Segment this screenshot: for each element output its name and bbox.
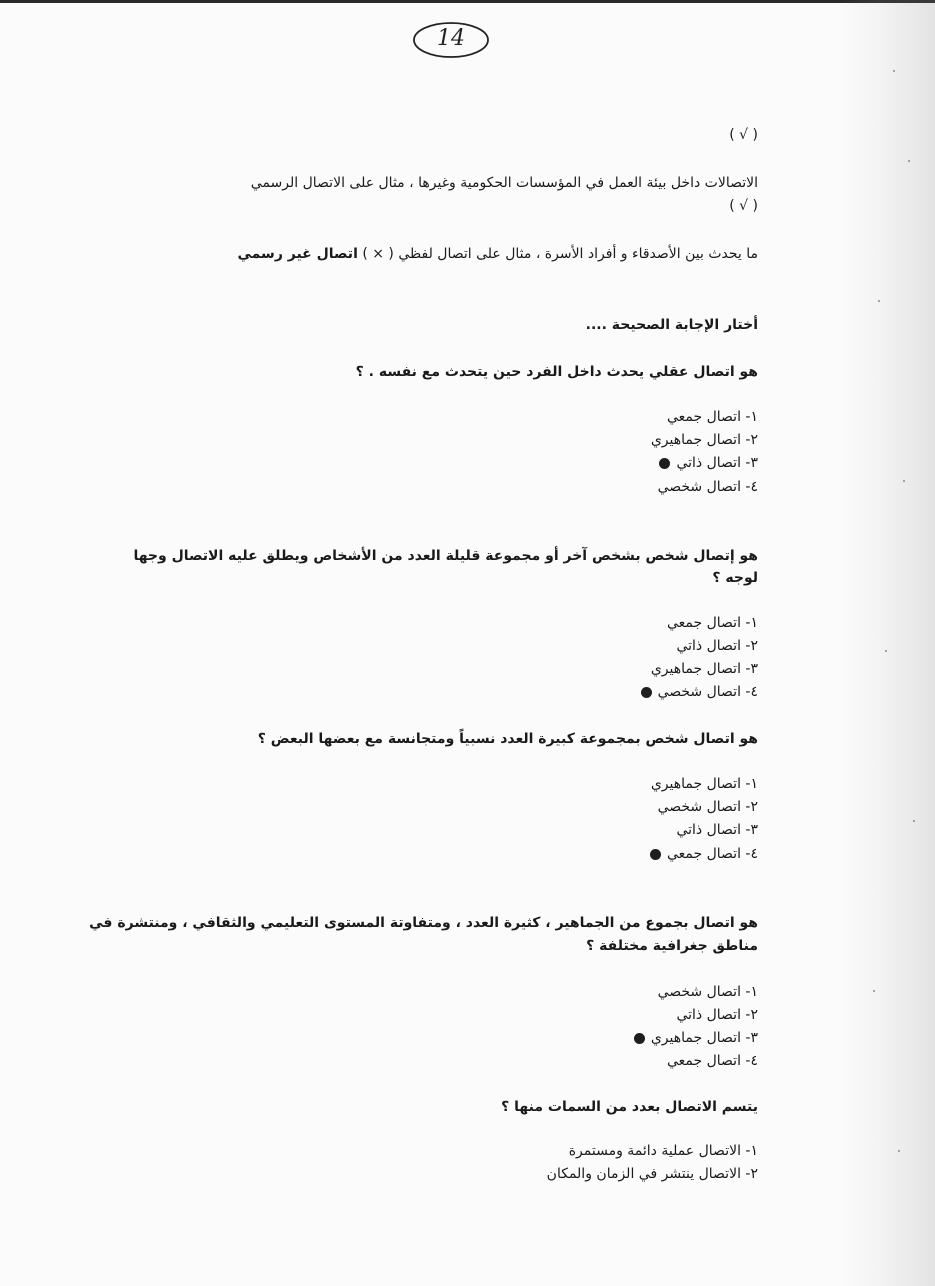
check-mark-1: ( √ )	[729, 127, 758, 143]
q4-option-3	[634, 1029, 758, 1047]
statement-informal-communication	[238, 245, 759, 263]
q3-option-4	[650, 845, 758, 863]
question-3-text: هو اتصال شخص بمجموعة كبيرة العدد نسبياً ومتجانسة مع بعضها البعض ؟	[257, 731, 758, 747]
scan-speck	[878, 300, 880, 302]
selected-answer-dot-icon	[641, 687, 652, 698]
scan-speck	[885, 650, 887, 652]
scan-speck	[903, 480, 905, 482]
q4-option-2: ٢- اتصال ذاتي	[676, 1007, 758, 1023]
q3-option-1: ١- اتصال جماهيري	[650, 776, 758, 792]
q4-option-3-label: ٣- اتصال جماهيري	[650, 1030, 758, 1046]
q2-option-4-label: ٤- اتصال شخصي	[657, 684, 758, 700]
q1-option-3-label: ٣- اتصال ذاتي	[676, 455, 758, 471]
selected-answer-dot-icon	[650, 849, 661, 860]
q1-option-3	[659, 454, 758, 472]
section-heading: أختار الإجابة الصحيحة ....	[585, 317, 758, 333]
q2-option-1: ١- اتصال جمعي	[666, 615, 758, 631]
scan-edge-shadow	[840, 0, 935, 1286]
question-5-text: يتسم الاتصال بعدد من السمات منها ؟	[501, 1099, 758, 1115]
question-2-text-line2: لوجه ؟	[712, 570, 758, 586]
question-1-text: هو اتصال عقلي يحدث داخل الفرد حين يتحدث مع نفسه . ؟	[355, 364, 758, 380]
q3-option-3: ٣- اتصال ذاتي	[676, 822, 758, 838]
handwritten-page-number	[412, 20, 490, 60]
statement-formal-communication: الاتصالات داخل بيئة العمل في المؤسسات الحكومية وغيرها ، مثال على الاتصال الرسمي	[250, 175, 758, 191]
q2-option-3: ٣- اتصال جماهيري	[650, 661, 758, 677]
q2-option-4	[641, 683, 758, 701]
question-4-text-line1: هو اتصال بجموع من الجماهير ، كثيرة العدد ، ومتفاوتة المستوى التعليمي والثقافي ، ومنتشرة في	[89, 915, 758, 931]
scan-speck	[898, 1150, 900, 1152]
q3-option-4-label: ٤- اتصال جمعي	[666, 846, 758, 862]
q4-option-4: ٤- اتصال جمعي	[666, 1053, 758, 1069]
scan-top-border	[0, 0, 935, 3]
q5-option-2: ٢- الاتصال ينتشر في الزمان والمكان	[546, 1166, 758, 1182]
question-4-text-line2: مناطق جغرافية مختلفة ؟	[586, 938, 758, 954]
page-number: 14	[437, 26, 465, 51]
statement-text: ما يحدث بين الأصدقاء و أفراد الأسرة ، مثال على اتصال لفظي ( × )	[362, 246, 758, 262]
statement-answer: اتصال غير رسمي	[237, 246, 358, 262]
scan-speck	[893, 70, 895, 72]
selected-answer-dot-icon	[659, 458, 670, 469]
q5-option-1: ١- الاتصال عملية دائمة ومستمرة	[568, 1143, 758, 1159]
q1-option-2: ٢- اتصال جماهيري	[650, 432, 758, 448]
scan-speck	[908, 160, 910, 162]
check-mark-2: ( √ )	[729, 198, 758, 214]
selected-answer-dot-icon	[634, 1033, 645, 1044]
q1-option-4: ٤- اتصال شخصي	[657, 479, 758, 495]
q4-option-1: ١- اتصال شخصي	[657, 984, 758, 1000]
q3-option-2: ٢- اتصال شخصي	[657, 799, 758, 815]
question-2-text-line1: هو إتصال شخص بشخص آخر أو مجموعة قليلة العدد من الأشخاص ويطلق عليه الاتصال وجها	[133, 548, 758, 564]
q2-option-2: ٢- اتصال ذاتي	[676, 638, 758, 654]
scan-speck	[873, 990, 875, 992]
scan-speck	[913, 820, 915, 822]
q1-option-1: ١- اتصال جمعي	[666, 409, 758, 425]
